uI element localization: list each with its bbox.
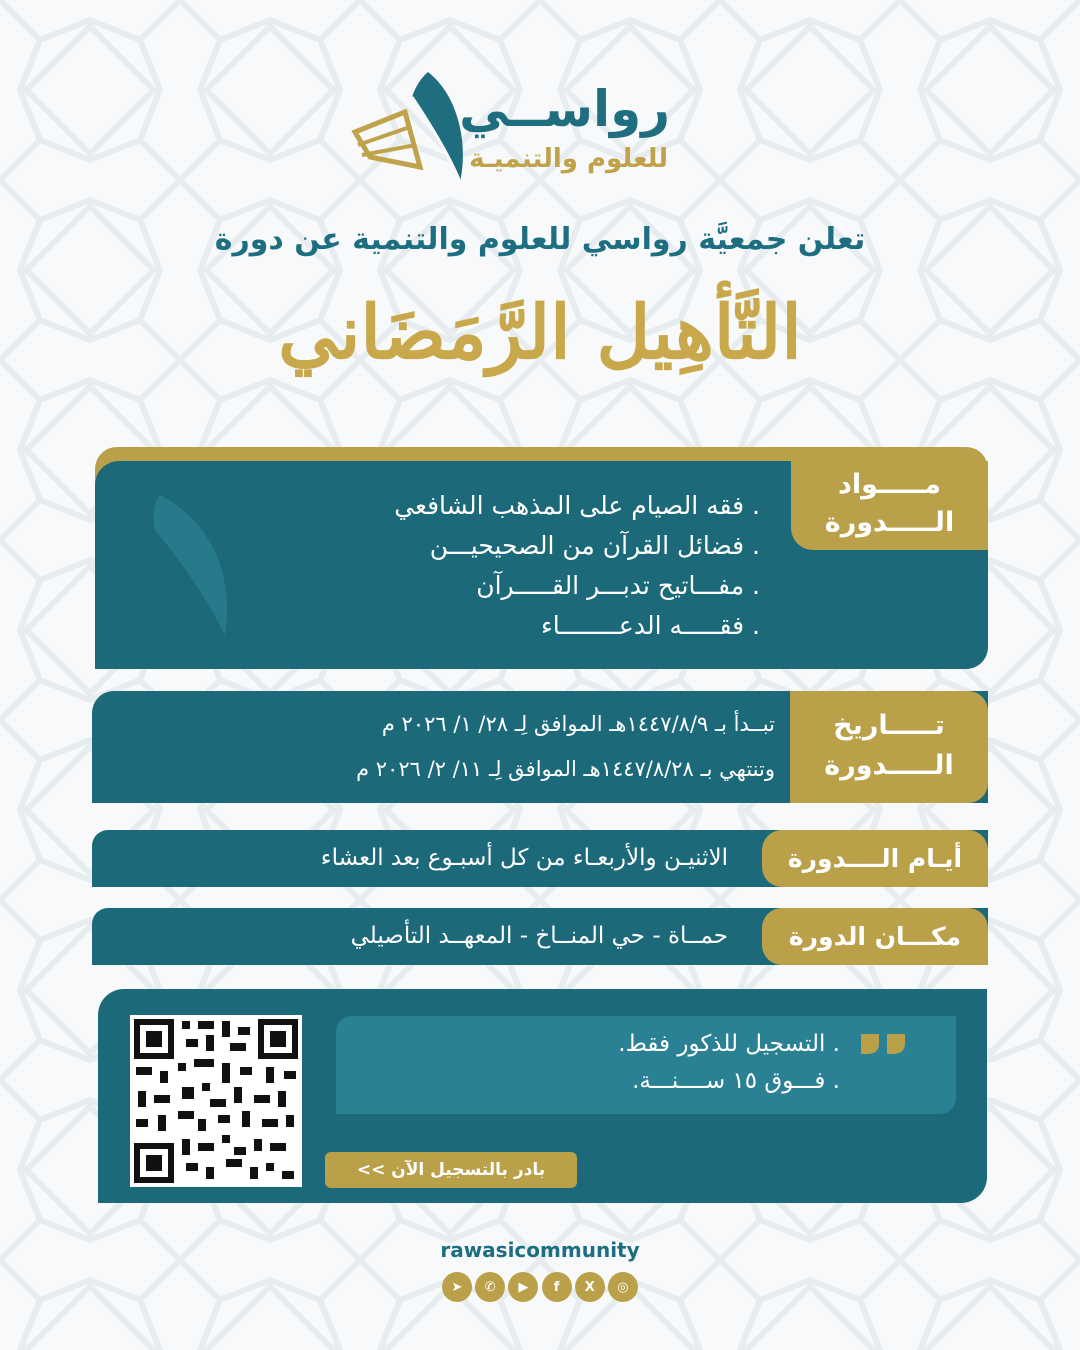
subject-item: . فقه الصيام على المذهب الشافعي: [394, 491, 760, 520]
register-now-button[interactable]: بادر بالتسجيل الآن >>: [325, 1152, 577, 1188]
subjects-label-line2: الـــــدورة: [824, 507, 955, 538]
days-label: أيـام الــــدورة: [787, 844, 963, 873]
end-date: وتنتهي بـ ١٤٤٧/٨/٢٨هـ الموافق لِـ ١١/ ٢/ ٢٠٢٦ م: [356, 757, 775, 781]
social-links: [442, 1272, 638, 1304]
feather-icon: [140, 490, 250, 640]
start-date: تبــدأ بـ ١٤٤٧/٨/٩هـ الموافق لِـ ٢٨/ ١/ ٢٠٢٦ م: [381, 712, 775, 736]
social-handle[interactable]: rawasicommunity: [440, 1238, 640, 1262]
logo-tagline: للعلوم والتنميـة: [469, 144, 668, 174]
logo-name: رواســي: [459, 80, 670, 138]
telegram-icon[interactable]: ➤: [442, 1272, 472, 1302]
facebook-icon[interactable]: f: [542, 1272, 572, 1302]
subject-item: . فضائل القرآن من الصحيحيـــن: [429, 531, 760, 560]
registration-note: . فـــوق ١٥ ســــنـــة.: [632, 1068, 840, 1094]
subjects-label: [791, 466, 988, 542]
location-label: مكـــان الدورة: [788, 922, 962, 951]
rawasi-logo: [340, 62, 740, 192]
youtube-icon[interactable]: ▶: [508, 1272, 538, 1302]
quote-icon: [857, 1030, 909, 1056]
registration-note: . التسجيل للذكور فقط.: [618, 1031, 840, 1057]
subject-item: . فقـــــه الدعــــــــاء: [540, 611, 760, 640]
dates-label-line2: الـــــدورة: [824, 750, 954, 781]
days-value: الاثنيـن والأربعـاء من كل أسبـوع بعد العشاء: [320, 845, 728, 871]
whatsapp-icon[interactable]: ✆: [475, 1272, 505, 1302]
instagram-icon[interactable]: ◎: [608, 1272, 638, 1302]
location-value: حمــاة - حي المنــاخ - المعهــد التأصيلي: [350, 923, 728, 949]
announcement-intro: تعلن جمعيَّة رواسي للعلوم والتنمية عن دورة: [214, 222, 866, 257]
dates-label: [790, 706, 988, 786]
registration-notes: [618, 1026, 840, 1100]
subject-item: . مفـــاتيح تدبـــر القـــــرآن: [476, 571, 760, 600]
course-title: التَّأهِيل الرَّمَضَاني: [278, 290, 802, 376]
dates-label-line1: تـــــاريخ: [833, 710, 945, 741]
quill-book-icon: [350, 67, 470, 187]
qr-code[interactable]: [130, 1015, 302, 1187]
subjects-list: [394, 486, 760, 646]
x-icon[interactable]: X: [575, 1272, 605, 1302]
subjects-label-line1: مـــــواد: [838, 469, 941, 500]
